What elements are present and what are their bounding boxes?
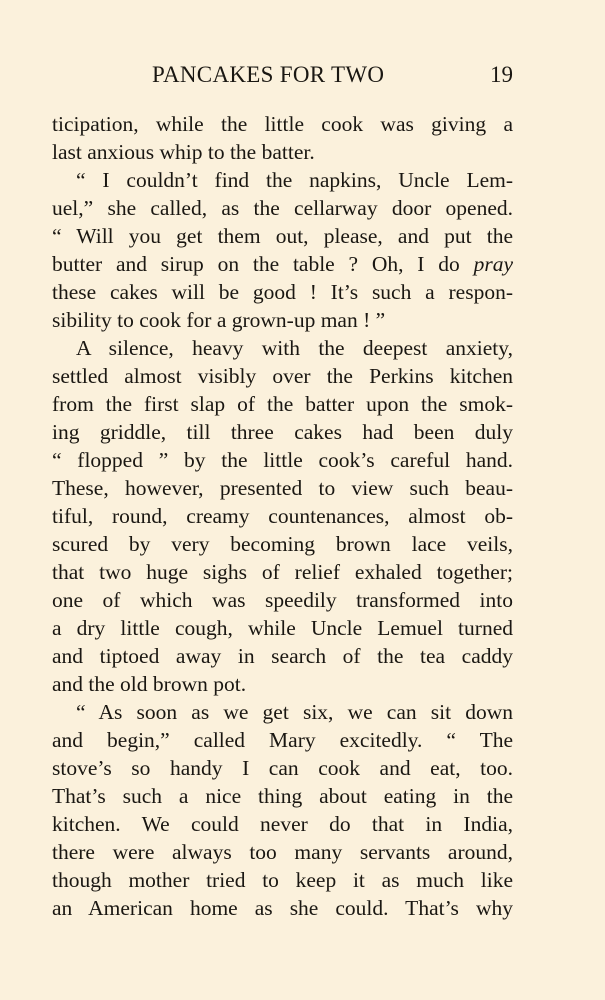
text-line: settled almost visibly over the Perkins kitchen — [52, 364, 513, 388]
running-head — [52, 62, 513, 92]
text-line: That’s such a nice thing about eating in the — [52, 784, 513, 808]
text-line: one of which was speedily transformed into — [52, 588, 513, 612]
text-line: A silence, heavy with the deepest anxiety, — [76, 336, 513, 360]
text-line: sibility to cook for a grown-up man ! ” — [52, 308, 386, 332]
text-line: there were always too many servants around, — [52, 840, 513, 864]
page-number: 19 — [490, 62, 513, 87]
text-line: scured by very becoming brown lace veils, — [52, 532, 513, 556]
text-line: ing griddle, till three cakes had been duly — [52, 420, 513, 444]
text-line: ticipation, while the little cook was giving a — [52, 112, 513, 136]
text-line: stove’s so handy I can cook and eat, too. — [52, 756, 513, 780]
text-line — [52, 250, 513, 278]
text-line: “ Will you get them out, please, and put the — [52, 224, 513, 248]
text-line-segment: butter and sirup on the table ? Oh, I do — [52, 252, 460, 276]
text-line: and begin,” called Mary excitedly. “ The — [52, 728, 513, 752]
text-line: these cakes will be good ! It’s such a respon- — [52, 280, 513, 304]
text-line: “ flopped ” by the little cook’s careful hand. — [52, 448, 513, 472]
text-line: These, however, presented to view such beau- — [52, 476, 513, 500]
emphasized-word: pray — [473, 252, 513, 276]
body-text — [52, 110, 513, 922]
text-line: though mother tried to keep it as much like — [52, 868, 513, 892]
text-line: kitchen. We could never do that in India, — [52, 812, 513, 836]
text-line: tiful, round, creamy countenances, almost ob- — [52, 504, 513, 528]
text-line: last anxious whip to the batter. — [52, 140, 315, 164]
text-line: “ I couldn’t find the napkins, Uncle Lem- — [76, 168, 513, 192]
text-line: and tiptoed away in search of the tea caddy — [52, 644, 513, 668]
text-line: uel,” she called, as the cellarway door opened. — [52, 196, 513, 220]
text-line: and the old brown pot. — [52, 672, 247, 696]
text-line: “ As soon as we get six, we can sit down — [76, 700, 513, 724]
text-line: from the first slap of the batter upon the smok- — [52, 392, 513, 416]
text-line: a dry little cough, while Uncle Lemuel turned — [52, 616, 513, 640]
text-line: an American home as she could. That’s why — [52, 896, 513, 920]
text-line: that two huge sighs of relief exhaled together; — [52, 560, 513, 584]
running-title: PANCAKES FOR TWO — [152, 62, 385, 87]
